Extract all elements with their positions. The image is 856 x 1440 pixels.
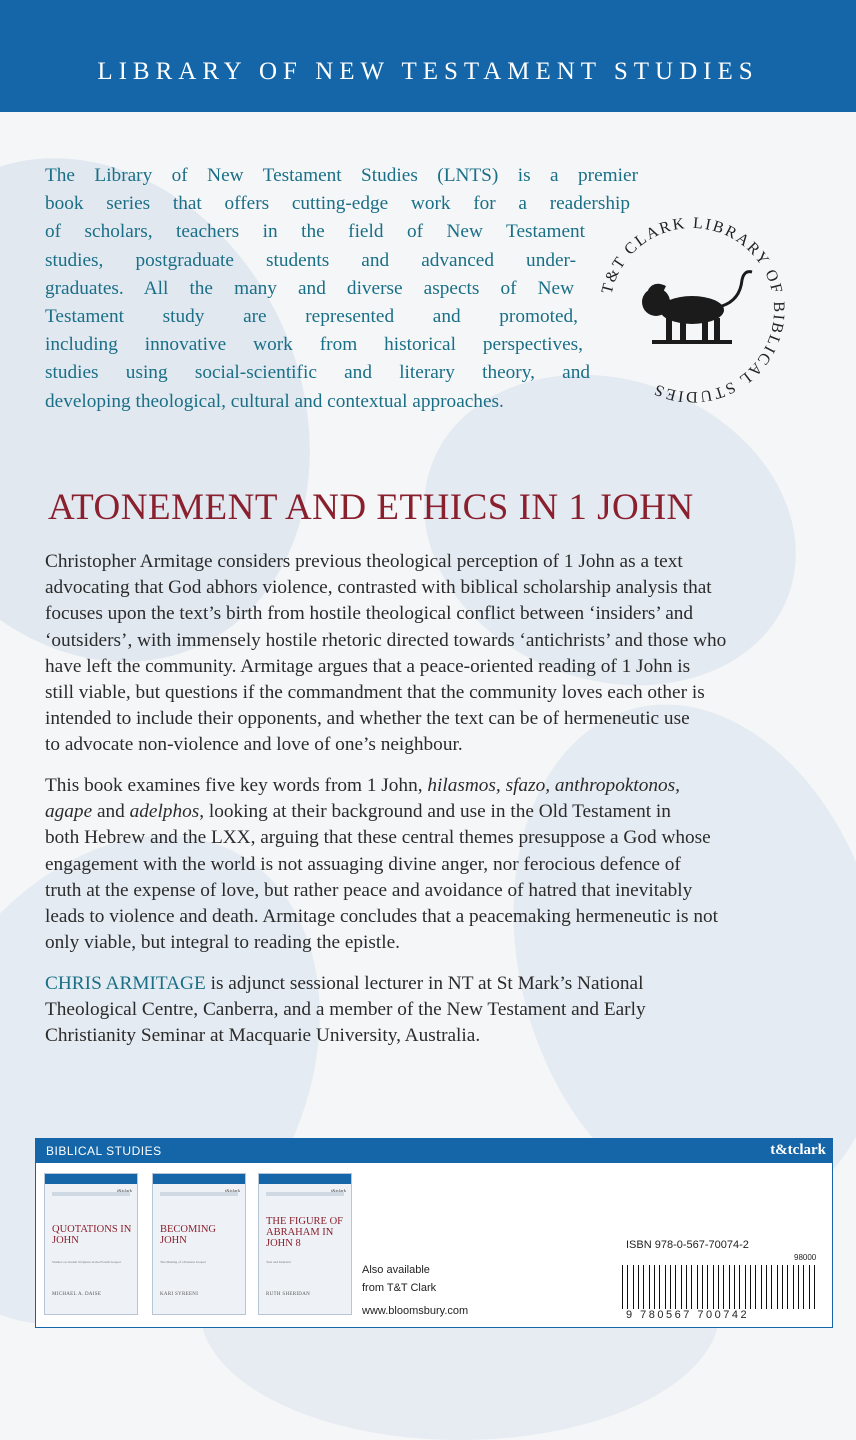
barcode-bar: [809, 1265, 810, 1309]
intro-line: of scholars, teachers in the field of New Testament: [45, 221, 585, 243]
author-bio: [45, 971, 815, 1050]
barcode-bar: [675, 1265, 676, 1309]
category-bar: [36, 1139, 832, 1163]
key-word: agape: [45, 801, 93, 823]
lion-icon: [642, 272, 752, 344]
key-words: hilasmos, sfazo, anthropoktonos,: [427, 775, 681, 796]
text-line: engagement with the world is not assuaging divine anger, nor ferocious defence of: [45, 853, 681, 875]
text-line: This book examines five key words from 1 John, hilasmos, sfazo, anthropoktonos,: [45, 775, 681, 796]
barcode-bar: [766, 1265, 767, 1309]
book-title: ATONEMENT AND ETHICS IN 1 JOHN: [48, 487, 694, 528]
intro-line: developing theological, cultural and contextual approaches.: [45, 390, 504, 412]
key-word: adelphos: [129, 801, 200, 823]
related-book-cover: t&tclark THE FIGURE OF ABRAHAM IN JOHN 8 Text and Intertext RUTH SHERIDAN: [258, 1173, 352, 1315]
author-name: CHRIS ARMITAGE: [45, 973, 206, 994]
barcode-bar: [729, 1265, 730, 1309]
text-line: truth at the expense of love, but rather peace and avoidance of hatred that inevitably: [45, 879, 693, 901]
isbn-text: ISBN 978-0-567-70074-2: [626, 1239, 749, 1251]
barcode-bar: [739, 1265, 740, 1309]
related-book-title: BECOMING JOHN: [160, 1224, 217, 1246]
seal-top-text: T&T CLARK: [598, 215, 688, 296]
publisher-logo: t&tclark: [770, 1142, 826, 1158]
barcode-bar: [643, 1265, 644, 1309]
barcode-bar: [755, 1265, 756, 1309]
related-book-author: MICHAEL A. DAISE: [52, 1292, 102, 1297]
barcode-bar: [697, 1265, 698, 1309]
related-book-title: QUOTATIONS IN JOHN: [52, 1224, 132, 1246]
barcode-bar: [622, 1265, 623, 1309]
barcode-bar: [782, 1265, 783, 1309]
barcode-bar: [718, 1265, 719, 1309]
barcode-bar: [681, 1265, 682, 1309]
barcode-bar: [713, 1265, 714, 1309]
barcode-bar: [627, 1265, 628, 1309]
price-code: 98000: [794, 1253, 817, 1262]
intro-line: studies, postgraduate students and advanced under-: [45, 249, 576, 271]
tt-clark-seal: [592, 210, 792, 410]
barcode-bar: [814, 1265, 815, 1309]
related-book-author: RUTH SHERIDAN: [266, 1292, 311, 1297]
related-book-cover: t&tclark QUOTATIONS IN JOHN Studies on Jewish Scripture in the Fourth Gospel MICHAEL A. DAISE: [44, 1173, 138, 1315]
barcode-bar: [777, 1265, 778, 1309]
intro-line: including innovative work from historical perspectives,: [45, 334, 583, 356]
barcode-bar: [761, 1265, 762, 1309]
related-book-cover: t&tclark BECOMING JOHN The Making of a Passion Gospel KARI SYREENI: [152, 1173, 246, 1315]
intro-line: The Library of New Testament Studies (LNTS) is a premier: [45, 165, 638, 186]
text-line: focuses upon the text’s birth from hostile theological conflict between ‘insiders’ and: [45, 603, 694, 625]
text-line: ‘outsiders’, with immensely hostile rhetoric directed towards ‘antichrists’ and those who: [45, 629, 727, 651]
barcode-bar: [633, 1265, 634, 1309]
description-paragraph-1: [45, 549, 815, 759]
barcode-digits: 9 780567 700742: [626, 1309, 826, 1321]
barcode-bar: [723, 1265, 724, 1309]
text-line: leads to violence and death. Armitage concludes that a peacemaking hermeneutic is not: [45, 906, 718, 928]
text-line: have left the community. Armitage argues that a peace-oriented reading of 1 John is: [45, 655, 691, 677]
barcode-bar: [702, 1265, 703, 1309]
text-line: CHRIS ARMITAGE is adjunct sessional lecturer in NT at St Mark’s National: [45, 973, 644, 994]
seal-series-text: LIBRARY OF BIBLICAL STUDIES: [650, 214, 788, 406]
also-available-text: Also available from T&T Clark: [362, 1264, 437, 1294]
bottom-panel: [35, 1138, 833, 1328]
barcode-bar: [654, 1265, 655, 1309]
intro-line: studies using social-scientific and literary theory, and: [45, 362, 590, 384]
barcode-bar: [793, 1265, 794, 1309]
series-title: LIBRARY OF NEW TESTAMENT STUDIES: [97, 58, 759, 85]
text-line: advocating that God abhors violence, contrasted with biblical scholarship analysis that: [45, 577, 712, 599]
barcode-bar: [750, 1265, 751, 1309]
description-paragraph-2: [45, 773, 815, 956]
barcode-bar: [649, 1265, 650, 1309]
website-link[interactable]: www.bloomsbury.com: [362, 1305, 469, 1317]
category-label: BIBLICAL STUDIES: [46, 1144, 162, 1158]
intro-line: Testament study are represented and promoted,: [45, 306, 578, 328]
barcode-bar: [670, 1265, 671, 1309]
barcode-bar: [659, 1265, 660, 1309]
barcode-bar: [686, 1265, 687, 1309]
barcode-bar: [803, 1265, 804, 1309]
barcode-bar: [787, 1265, 788, 1309]
header-band: [0, 0, 856, 112]
barcode-bar: [798, 1265, 799, 1309]
related-book-title: THE FIGURE OF ABRAHAM IN JOHN 8: [266, 1216, 344, 1249]
text-line: intended to include their opponents, and whether the text can be of hermeneutic use: [45, 708, 690, 730]
barcode-bar: [691, 1265, 692, 1309]
barcode-bar: [745, 1265, 746, 1309]
barcode-bar: [707, 1265, 708, 1309]
barcode-bar: [734, 1265, 735, 1309]
barcode-bar: [638, 1265, 639, 1309]
text-line: agape and adelphos, looking at their background and use in the Old Testament in: [45, 801, 671, 823]
related-book-author: KARI SYREENI: [160, 1292, 199, 1297]
text-line: Christianity Seminar at Macquarie University, Australia.: [45, 1025, 481, 1047]
series-description: [45, 162, 638, 416]
intro-line: graduates. All the many and diverse aspects of New: [45, 277, 574, 299]
barcode-bar: [771, 1265, 772, 1309]
intro-line: book series that offers cutting-edge work for a readership: [45, 193, 630, 215]
text-line: still viable, but questions if the commandment that the community loves each other is: [45, 682, 705, 704]
barcode-bar: [665, 1265, 666, 1309]
text-line: only viable, but integral to reading the epistle.: [45, 932, 400, 954]
text-line: both Hebrew and the LXX, arguing that these central themes presuppose a God whose: [45, 827, 711, 849]
text-line: Theological Centre, Canberra, and a member of the New Testament and Early: [45, 999, 646, 1021]
text-line: Christopher Armitage considers previous theological perception of 1 John as a text: [45, 551, 683, 572]
text-line: to advocate non-violence and love of one’s neighbour.: [45, 734, 463, 756]
